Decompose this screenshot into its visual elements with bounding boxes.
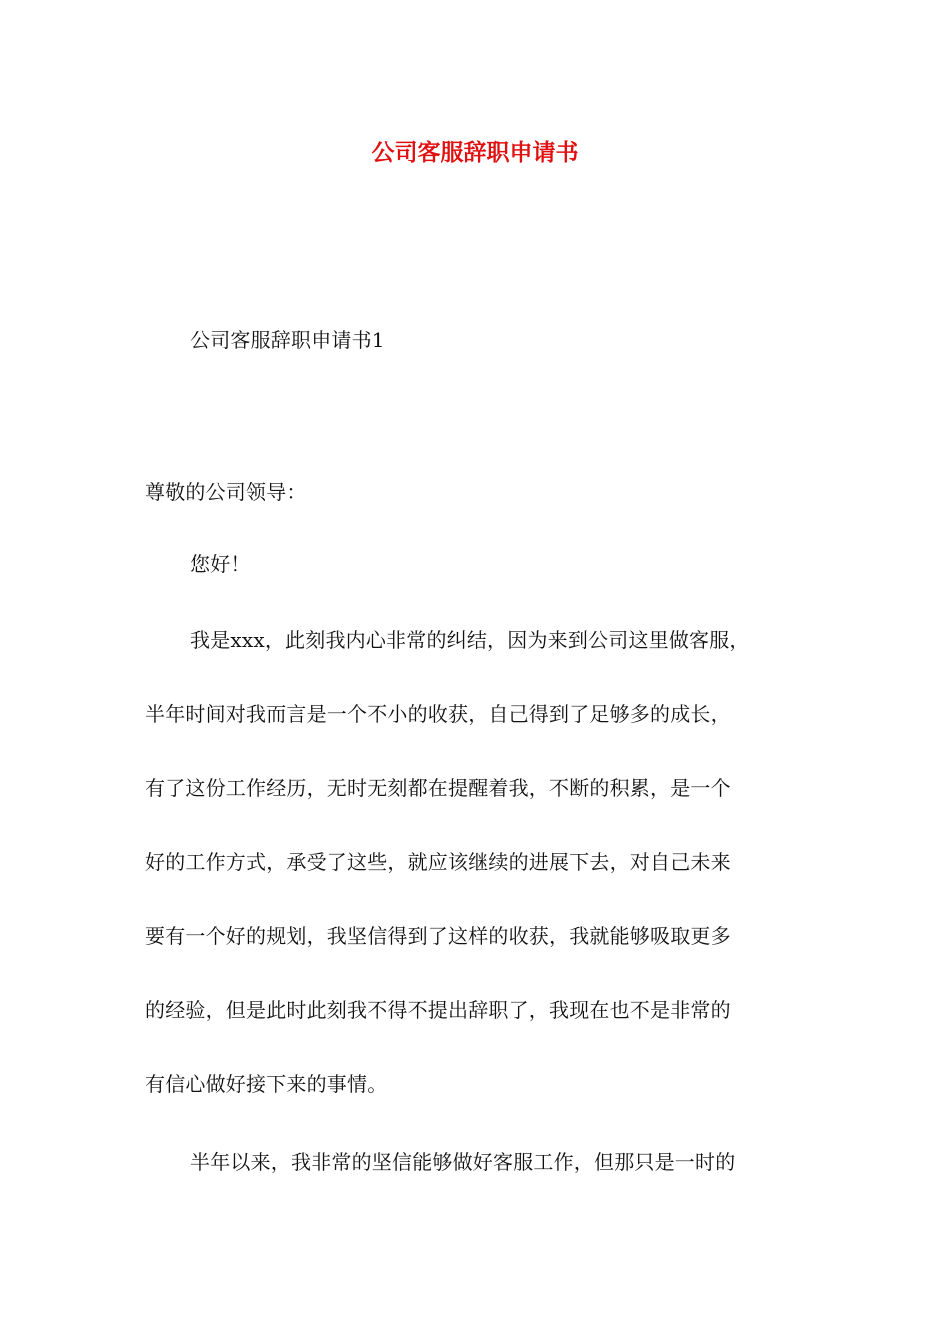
paragraph1-line: 半年时间对我而言是一个不小的收获，自己得到了足够多的成长， xyxy=(145,702,731,726)
paragraph1-line: 的经验，但是此时此刻我不得不提出辞职了，我现在也不是非常的 xyxy=(145,998,731,1022)
paragraph1-line: 有了这份工作经历，无时无刻都在提醒着我，不断的积累，是一个 xyxy=(145,776,731,800)
paragraph1-line: 我是xxx，此刻我内心非常的纠结，因为来到公司这里做客服， xyxy=(190,628,750,652)
section-heading: 公司客服辞职申请书1 xyxy=(190,328,385,352)
paragraph2-line: 半年以来，我非常的坚信能够做好客服工作，但那只是一时的 xyxy=(190,1150,736,1174)
greeting: 您好！ xyxy=(190,552,251,576)
paragraph1-line: 要有一个好的规划，我坚信得到了这样的收获，我就能够吸取更多 xyxy=(145,924,731,948)
paragraph1-line: 有信心做好接下来的事情。 xyxy=(145,1072,388,1096)
paragraph1-line: 好的工作方式，承受了这些，就应该继续的进展下去，对自己未来 xyxy=(145,850,731,874)
salutation: 尊敬的公司领导： xyxy=(145,480,307,504)
document-title: 公司客服辞职申请书 xyxy=(371,139,579,166)
